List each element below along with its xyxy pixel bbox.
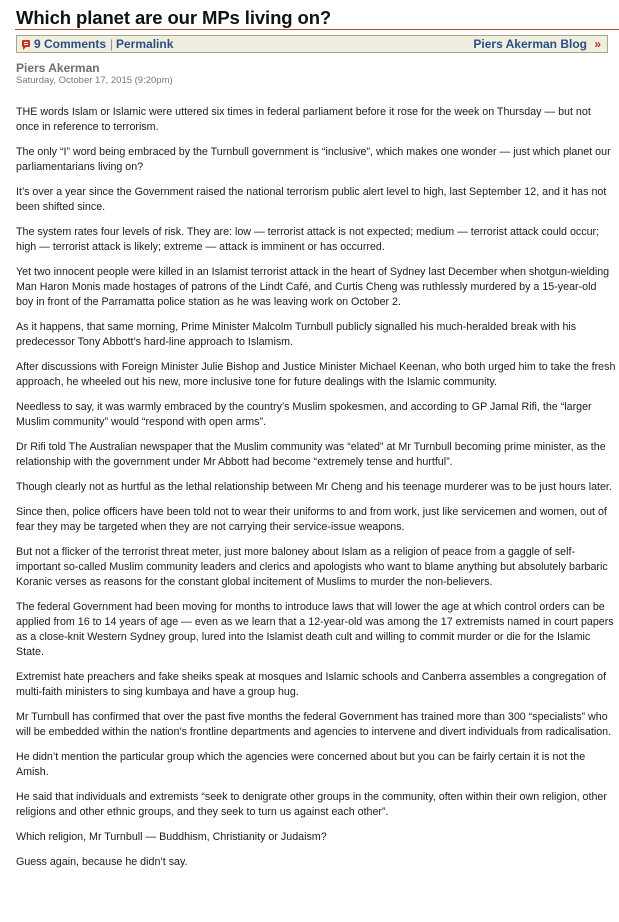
post-date: Saturday, October 17, 2015 (9:20pm) [16,75,173,86]
post-meta-bar [16,35,608,53]
article-paragraph: Needless to say, it was warmly embraced by the country’s Muslim spokesmen, and according to GP Jamal Rifi, the “larger Muslim community” would “respond with open arms”. [16,401,592,428]
article-paragraph: But not a flicker of the terrorist threat meter, just more baloney about Islam as a religion of peace from a gaggle of self-important so-called Muslim community leaders and clerics and apologists who want to blame anything but absolutely barbaric Koranic verses as reasons for the constant global incitement of Muslims to murder the non-believers. [16,546,608,588]
blog-home-link[interactable]: Piers Akerman Blog [473,37,587,51]
article-paragraph: The only “I” word being embraced by the Turnbull government is “inclusive”, which makes one wonder — just which planet our parliamentarians living on? [16,146,611,173]
meta-separator: | [110,37,114,51]
article-paragraph: Which religion, Mr Turnbull — Buddhism, Christianity or Judaism? [16,831,327,843]
author-name: Piers Akerman [16,61,100,75]
article-paragraph: Yet two innocent people were killed in an Islamist terrorist attack in the heart of Sydney last December when shotgun-wielding Man Haron Monis made hostages of patrons of the Lindt Café, and Curtis Cheng was ruthlessly murdered by a 15-year-old boy in front of the Parramatta police station as he was leaving work on October 2. [16,266,610,308]
article-body [16,105,616,880]
double-chevron-right-icon[interactable]: » [594,37,601,51]
title-divider [15,29,619,30]
article-paragraph: Guess again, because he didn’t say. [16,856,188,868]
article-paragraph: Mr Turnbull has confirmed that over the past five months the federal Government has trained more than 300 “specialists” who will be embedded within the nation’s frontline departments and agencies to intervene and divert individuals from radicalisation. [16,711,612,738]
article-paragraph: The system rates four levels of risk. They are: low — terrorist attack is not expected; medium — terrorist attack could occur; high — terrorist attack is likely; extreme — attack is imminent or has occurred. [16,226,600,253]
post-title: Which planet are our MPs living on? [16,7,332,28]
article-paragraph: Since then, police officers have been told not to wear their uniforms to and from work, just like servicemen and women, out of fear they may be targeted when they are not carrying their service-issue weapons. [16,506,607,533]
comments-link[interactable]: 9 Comments [34,37,107,51]
article-paragraph: He said that individuals and extremists “seek to denigrate other groups in the community, often within their own religion, other religions and other ethnic groups, and they seek to turn us against each other”. [16,791,607,818]
article-paragraph: Dr Rifi told The Australian newspaper that the Muslim community was “elated” at Mr Turnbull becoming prime minister, as the relationship with the government under Mr Abbott had become “extremely tense and hurtful”. [16,441,606,468]
article-paragraph: It’s over a year since the Government raised the national terrorism public alert level to high, last September 12, and it has not been shifted since. [16,186,607,213]
article-paragraph: THE words Islam or Islamic were uttered six times in federal parliament before it rose for the week on Thursday — but not once in reference to terrorism. [16,106,591,133]
article-paragraph: He didn’t mention the particular group which the agencies were concerned about but you can be fairly certain it is not the Amish. [16,751,586,778]
article-paragraph: After discussions with Foreign Minister Julie Bishop and Justice Minister Michael Keenan, who both urged him to take the fresh approach, he wheeled out his new, more inclusive tone for future dealings with the Islamic community. [16,361,616,388]
article-paragraph: Though clearly not as hurtful as the lethal relationship between Mr Cheng and his teenage murderer was to be just hours later. [16,481,612,493]
article-paragraph: As it happens, that same morning, Prime Minister Malcolm Turnbull publicly signalled his much-heralded break with his predecessor Tony Abbott’s hard-line approach to Islamism. [16,321,577,348]
permalink-link[interactable]: Permalink [116,37,174,51]
article-paragraph: The federal Government had been moving for months to introduce laws that will lower the age at which control orders can be applied from 16 to 14 years of age — even as we learn that a 12-year-old was among the 17 extremists named in court papers as a close-knit Western Sydney group, lured into the Islamist death cult and willing to commit murder or die for the Islamic State. [16,601,614,658]
speech-bubble-icon[interactable] [22,40,30,47]
article-paragraph: Extremist hate preachers and fake sheiks speak at mosques and Islamic schools and Canberra assembles a congregation of multi-faith ministers to sing kumbaya and have a group hug. [16,671,606,698]
